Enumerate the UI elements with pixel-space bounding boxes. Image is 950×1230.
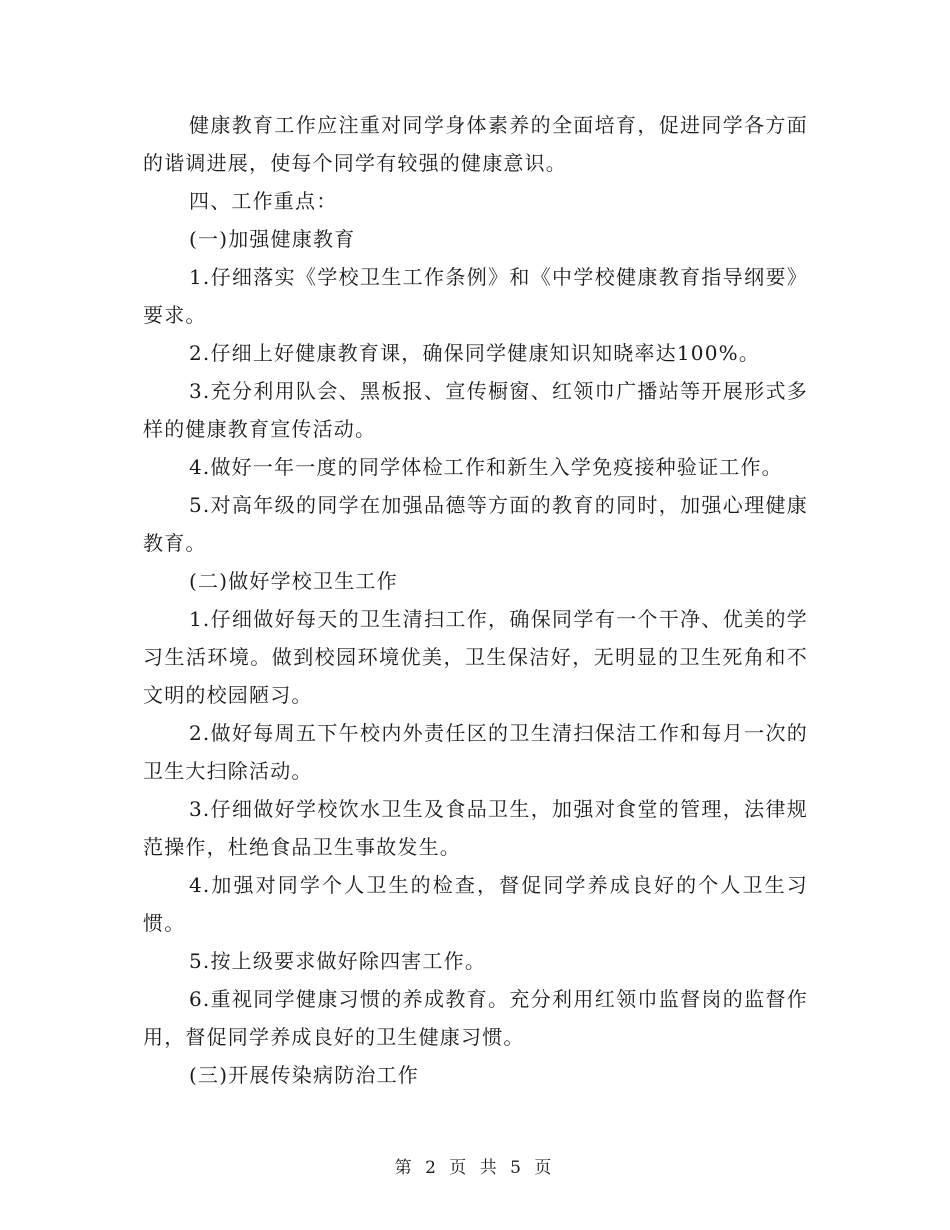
list-item-mental-health: 5.对高年级的同学在加强品德等方面的教育的同时，加强心理健康教育。	[143, 493, 808, 555]
list-item-physical-exam: 4.做好一年一度的同学体检工作和新生入学免疫接种验证工作。	[189, 455, 783, 479]
list-item-publicity-activities: 3.充分利用队会、黑板报、宣传橱窗、红领巾广播站等开展形式多样的健康教育宣传活动。	[143, 379, 808, 441]
list-item-daily-cleaning: 1.仔细做好每天的卫生清扫工作，确保同学有一个干净、优美的学习生活环境。做到校园环境优美，卫生保洁好，无明显的卫生死角和不文明的校园陋习。	[143, 607, 808, 707]
paragraph-intro-health-awareness: 健康教育工作应注重对同学身体素养的全面培育，促进同学各方面的谐调进展，使每个同学有较强的健康意识。	[143, 113, 808, 175]
list-item-food-safety: 3.仔细做好学校饮水卫生及食品卫生，加强对食堂的管理，法律规范操作，杜绝食品卫生事故发生。	[143, 797, 808, 859]
section-heading-work-focus: 四、工作重点：	[189, 189, 338, 213]
list-item-regulations: 1.仔细落实《学校卫生工作条例》和《中学校健康教育指导纲要》要求。	[143, 265, 808, 327]
list-item-health-class: 2.仔细上好健康教育课，确保同学健康知识知晓率达100%。	[189, 341, 761, 365]
list-item-health-habits: 6.重视同学健康习惯的养成教育。充分利用红领巾监督岗的监督作用，督促同学养成良好的卫生健康习惯。	[143, 987, 808, 1049]
document-body	[143, 106, 808, 1094]
subsection-heading-health-education: (一)加强健康教育	[189, 227, 356, 251]
list-item-personal-hygiene: 4.加强对同学个人卫生的检查，督促同学养成良好的个人卫生习惯。	[143, 873, 808, 935]
list-item-weekly-cleaning: 2.做好每周五下午校内外责任区的卫生清扫保洁工作和每月一次的卫生大扫除活动。	[143, 721, 808, 783]
page-number-footer: 第 2 页 共 5 页	[394, 1158, 556, 1178]
subsection-heading-disease-prevention: (三)开展传染病防治工作	[189, 1063, 420, 1087]
subsection-heading-school-hygiene: (二)做好学校卫生工作	[189, 569, 398, 593]
list-item-pest-control: 5.按上级要求做好除四害工作。	[189, 949, 487, 973]
